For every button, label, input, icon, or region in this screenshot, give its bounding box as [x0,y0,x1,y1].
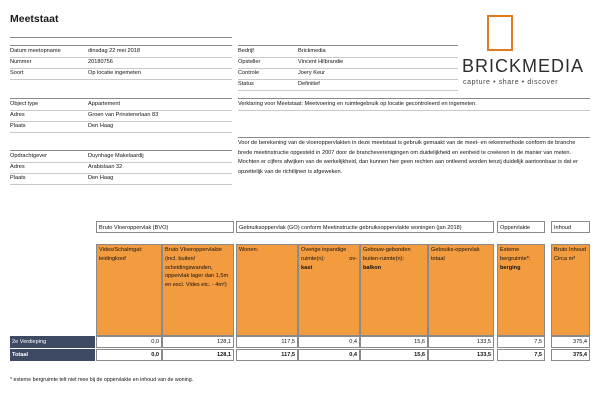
info-row-nummer [10,58,232,67]
logo-wordmark: BRICKMEDIA [462,56,585,76]
info-row-plaats [10,122,232,131]
col-header-overige [298,244,360,336]
group-header-inhoud: Inhoud [551,221,590,233]
info-label: Plaats [10,123,26,129]
info-row-soort [10,69,232,78]
col-header-gebruiks-totaal: Gebruiks-oppervlak totaal [428,244,494,336]
logo-mark [487,15,513,51]
col-header-bruto-inhoud: Bruto Inhoud Circa m³ [551,244,590,336]
table-cell: 133,5 [428,336,494,348]
col-header-overige-type: kast [301,264,313,271]
info-value: Groen van Prinstererlaan 83 [88,112,159,118]
info-value: Arabislaan 32 [88,164,123,170]
footnote: * externe bergruimte telt niet mee bij de oppervlakte en inhoud van de woning. [10,377,194,383]
logo-tagline: capture • share • discover [463,79,559,86]
col-header-overige-text: Overige inpandige ruimte(n): [301,247,347,262]
info-row-object-type [10,100,232,109]
info-row-opdrachtgever [10,152,232,161]
info-row-datum [10,47,232,56]
divider [10,37,232,38]
table-cell: 128,1 [162,336,234,348]
col-header-buitenruimte-type: balkon [363,264,382,271]
table-cell: 0,4 [298,336,360,348]
info-label: Object type [10,101,39,107]
table-cell: 128,1 [162,349,234,361]
info-label: Status [238,81,254,87]
col-header-externe-type: berging [500,264,521,271]
page-title: Meetstaat [10,13,59,25]
table-cell: 0,0 [96,336,162,348]
info-label: Opsteller [238,59,261,65]
divider [10,184,232,185]
info-value: dinsdag 22 mei 2018 [88,48,140,54]
group-header-go: Gebruiksoppervlak (GO) conform Meetinstructie gebruiksoppervlakte woningen (jan 2018) [236,221,494,233]
info-value: Op locatie ingemeten [88,70,141,76]
info-label: Soort [10,70,24,76]
info-value: Den Haag [88,175,114,181]
col-header-externe-text: Externe bergruimte*: [500,247,531,262]
info-label: Adres [10,164,25,170]
info-value: Brickmedia [298,48,326,54]
divider [10,150,232,151]
table-cell: 7,5 [497,349,545,361]
table-cell: 375,4 [551,349,590,361]
info-row-plaats-2 [10,174,232,183]
info-row-status [238,80,458,89]
info-value: Den Haag [88,123,114,129]
table-cell: 15,6 [360,336,428,348]
divider [238,90,458,91]
info-label: Adres [10,112,25,118]
table-cell: 133,5 [428,349,494,361]
table-cell: 117,5 [236,349,298,361]
info-value: Duynhage Makelaardij [88,153,144,159]
divider [238,137,590,138]
info-row-opsteller [238,58,458,67]
divider [238,110,590,111]
table-cell: 15,6 [360,349,428,361]
table-cell: 375,4 [551,336,590,348]
info-value: Definitief [298,81,320,87]
col-header-overige-suffix: ov- [349,255,357,262]
divider [238,45,458,46]
group-header-oppervlakte: Oppervlakte [497,221,545,233]
col-header-buitenruimte [360,244,428,336]
divider [10,79,232,80]
table-cell: 117,5 [236,336,298,348]
divider [238,98,590,99]
divider [10,45,232,46]
group-header-bvo: Bruto Vloeroppervlak (BVO) [96,221,234,233]
col-header-wonen: Wonen: [236,244,298,336]
info-row-controle [238,69,458,78]
info-label: Opdrachtgever [10,153,48,159]
info-value: Appartement [88,101,121,107]
disclaimer-text: Voor de berekening van de vloeroppervlakten in deze meetstaat is gebruik gemaakt van de meet- en rekenmethode conform de branche brede meetinstructie opgesteld in 2007 door de brancheverenigingen om duidelijkheid en eenheid te creëeren in de manier van meten. Mochten er cijfers afwijken van de werkelijkheid, dan kunnen hier geen rechten aan ontleend worden tenzij duidelijk aantoonbaar is dat er opzettelijk van de richtlijnen is afgeweken. [238,140,578,175]
info-label: Bedrijf [238,48,254,54]
table-cell: 7,5 [497,336,545,348]
info-value: 20180756 [88,59,113,65]
divider [10,132,232,133]
divider [10,98,232,99]
info-label: Nummer [10,59,32,65]
info-row-adres-2 [10,163,232,172]
col-header-vides: Vides/Schalmgat: leidingkoof [96,244,162,336]
row-label-totaal: Totaal [10,349,95,361]
table-cell: 0,0 [96,349,162,361]
table-cell: 0,4 [298,349,360,361]
info-value: Joery Keur [298,70,326,76]
col-header-bruto-vloer: Bruto Vloeroppervlakte (incl. buiten/ scheidingswanden, oppervlak lager dan 1,5m en excl. Vides etc. - 4m²) [162,244,234,336]
info-label: Controle [238,70,260,76]
info-label: Datum meetopname [10,48,61,54]
col-header-externe-berging [497,244,545,336]
info-label: Plaats [10,175,26,181]
row-label-2e-verdieping: 2e Verdieping [10,336,95,348]
col-header-buitenruimte-text: Gebouw-gebonden buiten-ruimte(n): [363,247,411,262]
verklaring-text: Verklaring voor Meetstaat: Meetvoering en ruimtegebruik op locatie gecontroleerd en ingemeten. [238,101,477,107]
info-row-bedrijf [238,47,458,56]
info-value: Vincent Hilbrandie [298,59,344,65]
info-row-adres [10,111,232,120]
